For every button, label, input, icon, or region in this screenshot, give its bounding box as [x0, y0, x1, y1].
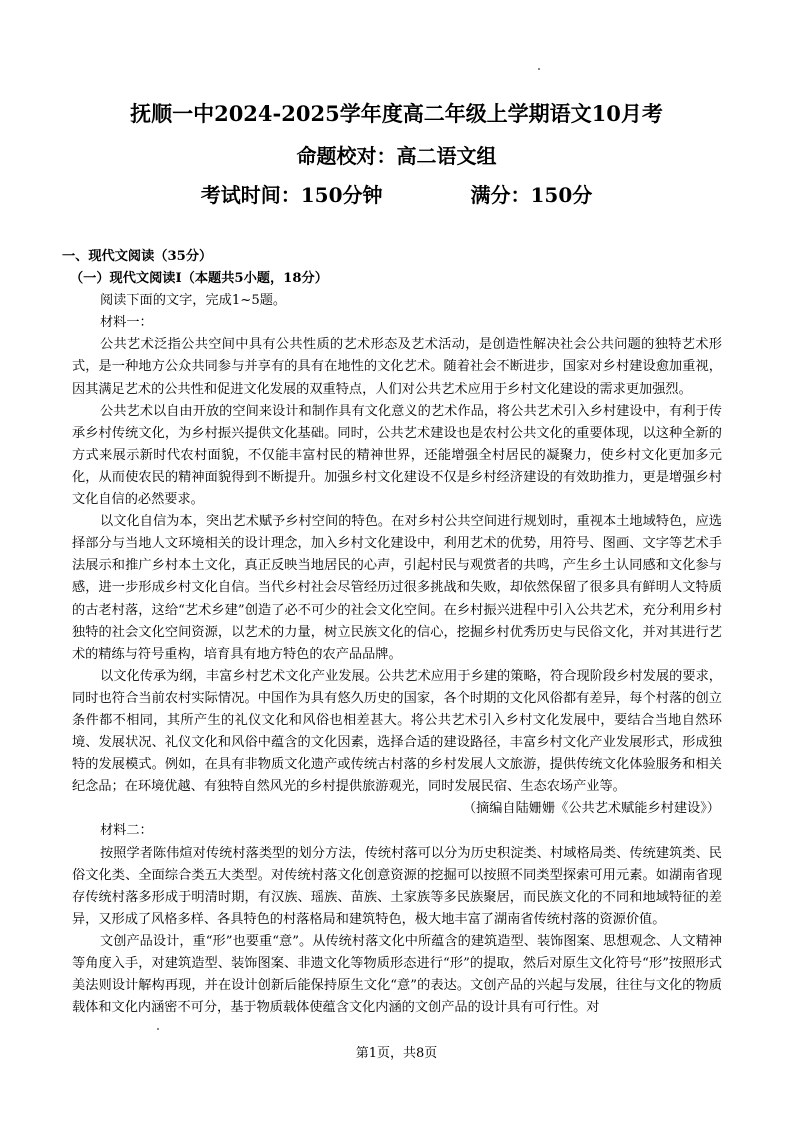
page-footer: 第1页，共8页 [355, 1046, 438, 1061]
material-label: 材料二： [100, 823, 153, 839]
section-heading: 一、现代文阅读（35分） [62, 249, 213, 264]
material1-source: （摘编自陆姗姗《公共艺术赋能乡村建设》） [462, 801, 720, 817]
material2-paragraph: 按照学者陈伟煊对传统村落类型的划分方法，传统村落可以分为历史积淀类、村域格局类、传统建筑类、民俗文化类、全面综合类五大类型。对传统村落文化创意资源的挖掘可以按照不同类型探索可用元素。如湖南省现存传统村落多形成于明清时期，有汉族、瑶族、苗族、土家族等多民族聚居，而民族文化的不同和地域特征的差异，又形成了风格多样、各具特色的村落格局和建筑特色，极大地丰富了湖南省传统村落的资源价值。 [72, 845, 722, 927]
exam-info-line [0, 179, 793, 208]
scan-dot [538, 68, 540, 70]
full-score: 满分：150分 [470, 183, 593, 207]
material1-paragraph: 以文化传承为纲，丰富乡村艺术文化产业发展。公共艺术应用于乡建的策略，符合现阶段乡村发展的要求，同时也符合当前农村实际情况。中国作为具有悠久历史的国家，各个时期的文化风俗都有差异，每个村落的创立条件都不相同，其所产生的礼仪文化和风俗也相差甚大。将公共艺术引入乡村文化发展中，要结合当地自然环境、发展状况、礼仪文化和风俗中蕴含的文化因素，选择合适的建设路径，丰富乡村文化产业发展形式，形成独特的发展模式。例如，在具有非物质文化遗产或传统古村落的乡村发展人文旅游，提供传统文化体验服务和相关纪念品；在环境优越、有独特自然风光的乡村提供旅游观光，同时发展民宿、生态农场产业等。 [72, 668, 722, 795]
subsection-heading: （一）现代文阅读Ⅰ（本题共5小题，18分） [70, 271, 328, 287]
instruction-text: 阅读下面的文字，完成1~5题。 [100, 293, 287, 309]
reading-content [62, 246, 722, 1019]
material1-paragraph: 公共艺术泛指公共空间中具有公共性质的艺术形态及艺术活动，是创造性解决社会公共问题的独特艺术形式，是一种地方公众共同参与并享有的具有在地性的文化艺术。随着社会不断进步，国家对乡村建设愈加重视，因其满足艺术的公共性和促进文化发展的双重特点，人们对公共艺术应用于乡村文化建设的需求更加强烈。 [72, 337, 722, 397]
exam-title: 抚顺一中2024-2025学年度高二年级上学期语文10月考 [130, 101, 663, 126]
exam-subtitle: 命题校对：高二语文组 [296, 144, 497, 168]
exam-time: 考试时间：150分钟 [200, 183, 383, 207]
scan-dot [157, 1028, 159, 1030]
material2-paragraph: 文创产品设计，重“形”也要重“意”。从传统村落文化中所蕴含的建筑造型、装饰图案、思想观念、人文精神等角度入手，对建筑造型、装饰图案、非遗文化等物质形态进行“形”的提取，然后对原生文化符号“形”按照形式美法则设计解构再现，并在设计创新后能保持原生文化“意”的表达。文创产品的兴起与发展，往往与文化的物质载体和文化内涵密不可分，基于物质载体使蕴含文化内涵的文创产品的设计具有可行性。对 [72, 933, 722, 1016]
material1-paragraph: 以文化自信为本，突出艺术赋予乡村空间的特色。在对乡村公共空间进行规划时，重视本土地域特色，应选择部分与当地人文环境相关的设计理念，加入乡村文化建设中，利用艺术的优势，用符号、图画、文字等艺术手法展示和推广乡村本土文化，真正反映当地居民的心声，引起村民与观赏者的共鸣，产生乡土认同感和文化参与感，进一步形成乡村文化自信。当代乡村社会尽管经历过很多挑战和失败，却依然保留了很多具有鲜明人文特质的古老村落，这给“艺术乡建”创造了必不可少的社会文化空间。在乡村振兴进程中引入公共艺术，充分利用乡村独特的社会文化空间资源，以艺术的力量，树立民族文化的信心，挖掘乡村优秀历史与民俗文化，并对其进行艺术的精练与符号重构，培育具有地方特色的农产品品牌。 [72, 514, 722, 662]
material1-paragraph: 公共艺术以自由开放的空间来设计和制作具有文化意义的艺术作品，将公共艺术引入乡村建设中，有利于传承乡村传统文化，为乡村振兴提供文化基础。同时，公共艺术建设也是农村公共文化的重要体现，以这种全新的方式来展示新时代农村面貌，不仅能丰富村民的精神世界，还能增强全村居民的凝聚力，使乡村文化更加多元化，从而使农民的精神面貌得到不断提升。加强乡村文化建设不仅是乡村经济建设的有效助推力，更是增强乡村文化自信的必然要求。 [72, 403, 722, 508]
material-label: 材料一： [100, 315, 153, 331]
